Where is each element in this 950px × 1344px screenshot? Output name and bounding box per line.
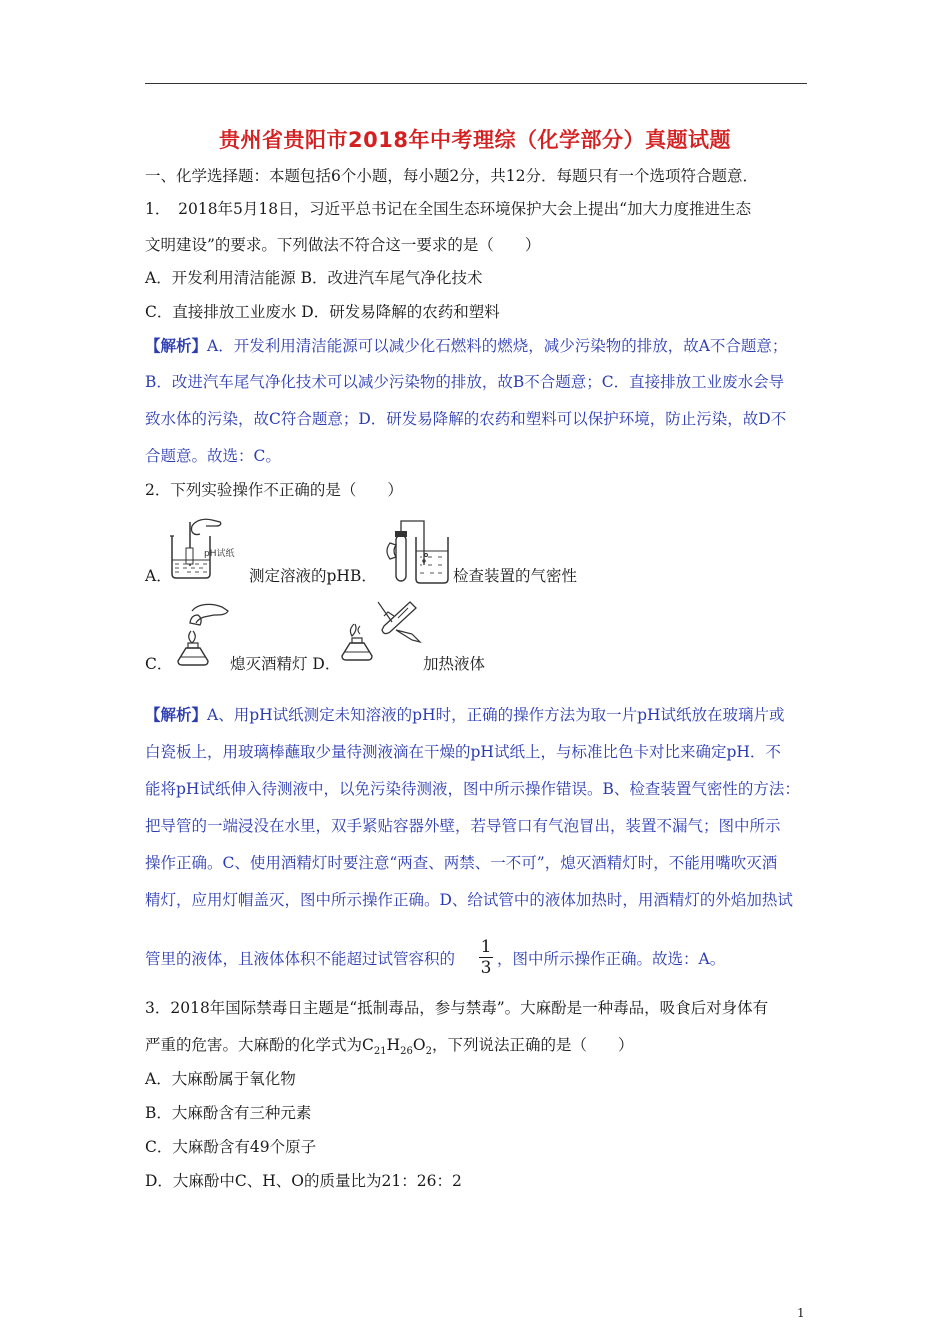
- formula-subscript-h: 26: [400, 1046, 413, 1058]
- page-number: 1: [797, 1306, 805, 1320]
- q3-stem-line2: [145, 1035, 633, 1062]
- q3-option-c: C．大麻酚含有49个原子: [145, 1138, 317, 1156]
- q1-analysis-line3: 致水体的污染，故C符合题意；D．研发易降解的农药和塑料可以保护环境，防止污染，故D不: [145, 410, 787, 428]
- q1-stem-line2: 文明建设”的要求。下列做法不符合这一要求的是（ ）: [145, 236, 541, 254]
- q3-stem-text: 严重的危害。大麻酚的化学式为C: [145, 1036, 374, 1054]
- analysis-tag: 【解析】: [145, 336, 208, 355]
- fraction-denominator: 3: [480, 958, 492, 978]
- formula-element-o: O: [412, 1036, 426, 1054]
- q2-analysis-line6: 精灯，应用灯帽盖灭，图中所示操作正确。D、给试管中的液体加热时，用酒精灯的外焰加热试: [145, 891, 793, 909]
- q1-options-cd: C．直接排放工业废水 D．研发易降解的农药和塑料: [145, 303, 500, 321]
- q2-option-c-label: C．: [145, 655, 173, 673]
- formula-subscript-c: 21: [373, 1046, 387, 1058]
- formula-element-h: H: [386, 1036, 401, 1054]
- fraction-numerator: 1: [480, 937, 492, 957]
- q2-option-c-text: 熄灭酒精灯 D．: [230, 655, 341, 673]
- fraction-one-third: [478, 938, 494, 977]
- q2-analysis-text1: A、用pH试纸测定未知溶液的pH时，正确的操作方法为取一片pH试纸放在玻璃片或: [207, 706, 785, 724]
- q1-stem-line1: 1． 2018年5月18日，习近平总书记在全国生态环境保护大会上提出“加大力度推进生态: [145, 200, 752, 218]
- q3-stem-tail: ，下列说法正确的是（ ）: [431, 1036, 634, 1054]
- q1-analysis-line2: B．改进汽车尾气净化技术可以减少污染物的排放，故B不合题意；C．直接排放工业废水会导: [145, 373, 785, 391]
- extinguish-lamp-figure: [170, 601, 232, 669]
- q2-stem: 2．下列实验操作不正确的是（ ）: [145, 481, 403, 499]
- q1-analysis-line1: [145, 336, 787, 356]
- q2-option-d-text: 加热液体: [423, 655, 486, 673]
- ph-paper-label: pH试纸: [204, 549, 235, 559]
- q2-analysis-line1: [145, 705, 785, 725]
- heating-liquid-figure: [340, 596, 426, 668]
- q3-option-b: B．大麻酚含有三种元素: [145, 1104, 312, 1122]
- formula-subscript-o: 2: [425, 1046, 432, 1058]
- q2-option-b-text: 检查装置的气密性: [453, 567, 578, 585]
- section-header: 一、化学选择题：本题包括6个小题，每小题2分，共12分．每题只有一个选项符合题意．: [145, 167, 758, 185]
- q2-analysis-line4: 把导管的一端浸没在水里，双手紧贴容器外壁，若导管口有气泡冒出，装置不漏气；图中所示: [145, 817, 781, 835]
- q1-analysis-line4: 合题意。故选：C。: [145, 447, 281, 465]
- airtight-check-figure: [380, 515, 452, 587]
- q2-option-a-label: A．: [145, 567, 172, 585]
- q1-analysis-text1: A．开发利用清洁能源可以减少化石燃料的燃烧，减少污染物的排放，故A不合题意；: [207, 337, 788, 355]
- q2-analysis-line7a: 管里的液体，且液体体积不能超过试管容积的: [145, 950, 456, 968]
- analysis-tag: 【解析】: [145, 705, 208, 724]
- q2-analysis-line5: 操作正确。C、使用酒精灯时要注意“两查、两禁、一不可”，熄灭酒精灯时，不能用嘴吹灭酒: [145, 854, 778, 872]
- q3-option-a: A．大麻酚属于氧化物: [145, 1070, 296, 1088]
- q2-analysis-line7b: ，图中所示操作正确。故选：A。: [497, 950, 726, 968]
- page-title: 贵州省贵阳市2018年中考理综（化学部分）真题试题: [219, 128, 731, 152]
- ph-test-figure: [162, 512, 258, 582]
- q3-option-d: D．大麻酚中C、H、O的质量比为21：26：2: [145, 1172, 462, 1190]
- q2-analysis-line3: 能将pH试纸伸入待测液中，以免污染待测液，图中所示操作错误。B、检查装置气密性的方法：: [145, 780, 800, 798]
- q1-options-ab: A．开发利用清洁能源 B．改进汽车尾气净化技术: [145, 269, 483, 287]
- q2-option-a-text: 测定溶液的pHB．: [249, 567, 377, 585]
- q3-stem-line1: 3．2018年国际禁毒日主题是“抵制毒品，参与禁毒”。大麻酚是一种毒品，吸食后对身体有: [145, 999, 769, 1017]
- header-rule: [145, 83, 807, 84]
- q2-analysis-line2: 白瓷板上，用玻璃棒蘸取少量待测液滴在干燥的pH试纸上，与标准比色卡对比来确定pH．不: [145, 743, 781, 761]
